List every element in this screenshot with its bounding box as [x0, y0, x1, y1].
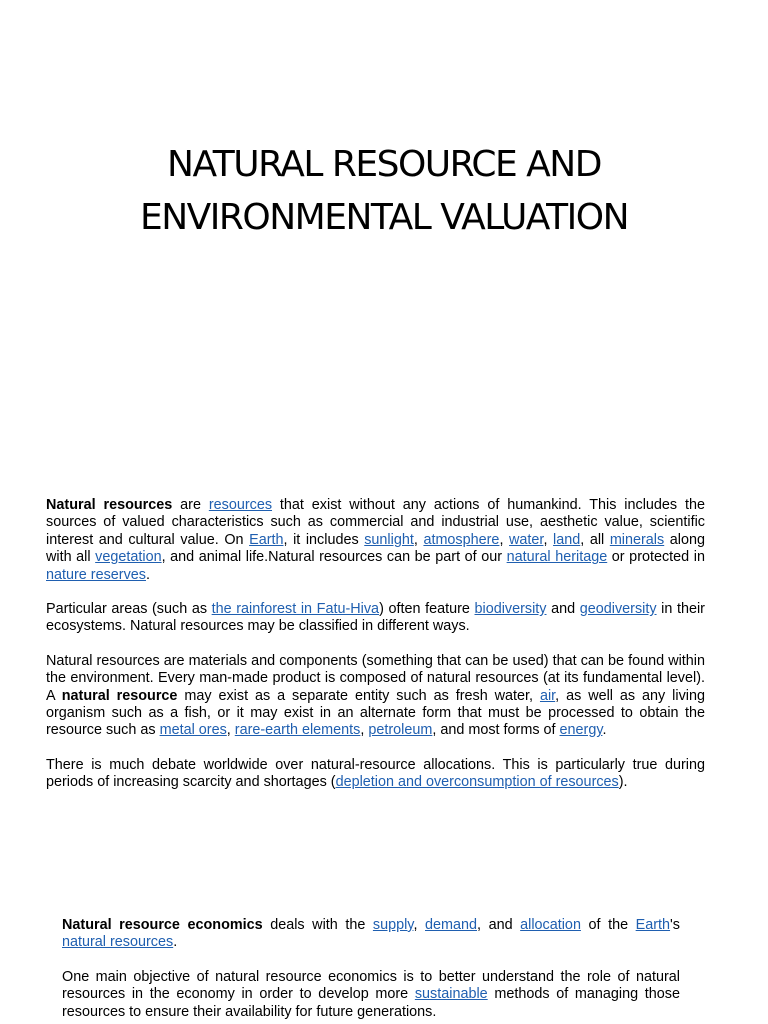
- link-energy[interactable]: energy: [559, 722, 603, 739]
- paragraph-economics-objective: One main objective of natural resource economics is to better understand the role of natural resources in the economy in order to develop more sustainable methods of managing those resources to ensure their availability for future generations.: [62, 968, 680, 1020]
- link-geodiversity[interactable]: geodiversity: [579, 601, 657, 618]
- bold-term: Natural resources: [46, 497, 173, 513]
- link-earth[interactable]: Earth: [635, 917, 671, 933]
- bold-term: natural resource: [61, 687, 178, 704]
- title-line-2: ENVIRONMENTAL VALUATION: [139, 197, 629, 238]
- link-biodiversity[interactable]: biodiversity: [474, 601, 547, 618]
- link-minerals[interactable]: minerals: [609, 531, 665, 548]
- paragraph-materials: Natural resources are materials and components (something that can be used) that can be found within the environment. Every man-made product is composed of natural resources (at its fundamental level). A natural resource may exist as a separate entity such as fresh water, air, as well as any living organism such as a fish, or it may exist in an alternate form that must be processed to obtain the resource such as metal ores, rare-earth elements, petroleum, and most forms of energy.: [46, 652, 705, 739]
- link-rainforest-fatu-hiva[interactable]: the rainforest in Fatu-Hiva: [211, 601, 380, 618]
- link-earth[interactable]: Earth: [249, 531, 284, 548]
- link-atmosphere[interactable]: atmosphere: [423, 531, 500, 548]
- paragraph-debate: There is much debate worldwide over natural-resource allocations. This is particularly true during periods of increasing scarcity and shortages (depletion and overconsumption of resources).: [46, 756, 705, 791]
- link-vegetation[interactable]: vegetation: [95, 549, 162, 566]
- link-rare-earth-elements[interactable]: rare-earth elements: [234, 722, 361, 739]
- link-nature-reserves[interactable]: nature reserves: [46, 566, 146, 583]
- link-air[interactable]: air: [539, 687, 556, 704]
- link-petroleum[interactable]: petroleum: [368, 722, 433, 739]
- link-water[interactable]: water: [509, 531, 544, 548]
- bold-term: Natural resource economics: [62, 917, 263, 933]
- section-resource-economics: [62, 917, 680, 1021]
- page-title: [0, 138, 768, 244]
- paragraph-economics-definition: Natural resource economics deals with the supply, demand, and allocation of the Earth's natural resources.: [62, 917, 680, 951]
- link-sunlight[interactable]: sunlight: [364, 531, 414, 548]
- link-allocation[interactable]: allocation: [520, 917, 581, 933]
- link-metal-ores[interactable]: metal ores: [159, 722, 227, 739]
- link-land[interactable]: land: [553, 531, 581, 548]
- link-sustainable[interactable]: sustainable: [414, 986, 488, 1003]
- link-demand[interactable]: demand: [425, 917, 478, 933]
- link-supply[interactable]: supply: [372, 917, 414, 933]
- paragraph-definition: Natural resources are resources that exist without any actions of humankind. This includes the sources of valued characteristics such as commercial and industrial use, aesthetic value, scientific interest and cultural value. On Earth, it includes sunlight, atmosphere, water, land, all minerals along with all vegetation, and animal life.Natural resources can be part of our natural heritage or protected in nature reserves.: [46, 497, 705, 583]
- link-natural-resources[interactable]: natural resources: [62, 934, 174, 951]
- title-line-1: NATURAL RESOURCE AND: [167, 144, 601, 185]
- paragraph-areas: Particular areas (such as the rainforest in Fatu-Hiva) often feature biodiversity and geodiversity in their ecosystems. Natural resources may be classified in different ways.: [46, 601, 705, 635]
- link-depletion[interactable]: depletion and overconsumption of resources: [335, 774, 619, 791]
- section-natural-resources: [46, 497, 705, 792]
- link-natural-heritage[interactable]: natural heritage: [506, 549, 608, 566]
- link-resources[interactable]: resources: [208, 497, 273, 513]
